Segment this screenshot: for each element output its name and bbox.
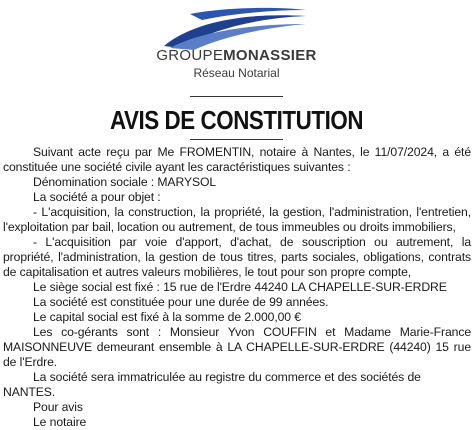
page-title: AVIS DE CONSTITUTION (109, 105, 364, 135)
monassier-swoosh-logo (160, 6, 310, 50)
brand-name (0, 47, 473, 64)
pour-avis-line: Pour avis (33, 400, 83, 414)
title-top-rule (190, 96, 283, 97)
signature-line: Le notaire (33, 415, 87, 429)
brand-subtitle: Réseau Notarial (193, 66, 280, 80)
intro-paragraph: Suivant acte reçu par Me FROMENTIN, notaire à Nantes, le 11/07/2024, a été constituée une société civile ayant les caractéristiques suivantes : (3, 145, 471, 174)
siege-line: Le siège social est fixé : 15 rue de l'Erdre 44240 LA CHAPELLE-SUR-ERDRE (33, 280, 447, 294)
objet-item-2: - L'acquisition par voie d'apport, d'achat, de souscription ou autrement, la propriété, l'administration, la gestion de tous titres, parts sociales, obligations, contrats de capitalisation et autres valeurs mobilières, le tout pour son propre compte, (3, 235, 471, 279)
notice-body (3, 145, 471, 430)
brand-name-light: GROUPE (156, 47, 224, 64)
brand-name-bold: MONASSIER (223, 47, 317, 64)
title-bottom-rule (190, 139, 283, 140)
objet-label: La société a pour objet : (33, 190, 161, 204)
denomination-line: Dénomination sociale : MARYSOL (33, 175, 217, 189)
duree-line: La société est constituée pour une durée de 99 années. (33, 295, 329, 309)
immatriculation-line: La société sera immatriculée au registre du commerce et des sociétés de NANTES. (3, 370, 421, 399)
objet-item-1: - L'acquisition, la construction, la propriété, la gestion, l'administration, l'entretien, l'exploitation par bail, location ou autrement, de tous immeubles ou droits immobiliers, (3, 205, 471, 234)
cogerants-paragraph: Les co-gérants sont : Monsieur Yvon COUFFIN et Madame Marie-France MAISONNEUVE demeurant ensemble à LA CHAPELLE-SUR-ERDRE (44240) 15 rue de l'Erdre. (3, 325, 471, 369)
capital-line: Le capital social est fixé à la somme de 2.000,00 € (33, 310, 301, 324)
